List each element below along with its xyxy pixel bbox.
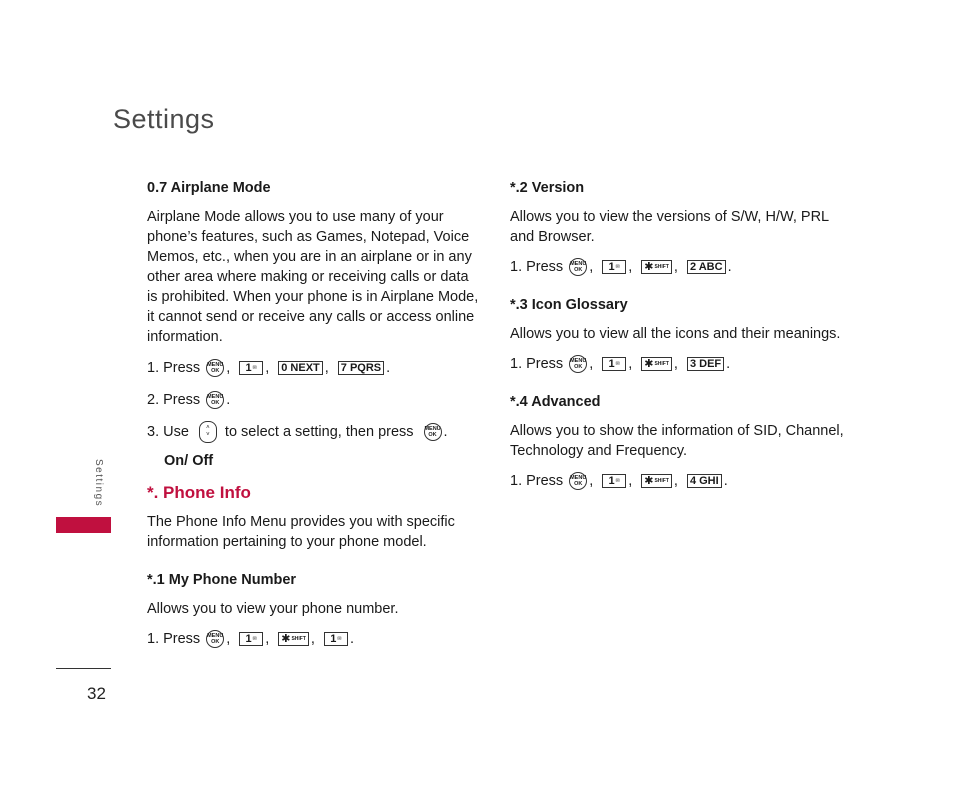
step-text-cont: to select a setting, then press	[224, 424, 414, 440]
key-star-shift-icon: ✱ SHIFT	[641, 357, 672, 371]
key-1-icon: 1 ✉	[602, 474, 626, 488]
side-section-label: Settings	[93, 459, 104, 508]
key-star-shift-icon: ✱ SHIFT	[278, 632, 309, 646]
menu-ok-key-icon: MENU OK	[206, 630, 224, 648]
left-column	[147, 178, 482, 650]
key-1-icon: 1 ✉	[239, 361, 263, 375]
icon-glossary-heading: *.3 Icon Glossary	[510, 297, 628, 313]
version-step-1: 1. Press MENU OK , 1 ✉ , ✱ SHIFT , 2 ABC .	[510, 259, 732, 275]
airplane-step-1: 1. Press MENU OK , 1 ✉ , 0 NEXT , 7 PQRS .	[147, 360, 391, 376]
airplane-step-2: 2. Press MENU OK .	[147, 392, 231, 408]
section-tab-marker	[56, 517, 111, 533]
icon-glossary-step-1: 1. Press MENU OK , 1 ✉ , ✱ SHIFT , 3 DEF .	[510, 356, 731, 372]
menu-ok-key-icon: MENU OK	[569, 472, 587, 490]
key-1-icon: 1 ✉	[239, 632, 263, 646]
my-phone-number-step-1: 1. Press MENU OK , 1 ✉ , ✱ SHIFT , 1 ✉ .	[147, 631, 354, 647]
menu-ok-key-icon: MENU OK	[206, 391, 224, 409]
step-text: 3. Use	[147, 424, 189, 440]
key-1-icon: 1 ✉	[602, 260, 626, 274]
menu-ok-key-icon: MENU OK	[206, 359, 224, 377]
airplane-step-3: 3. Use ˄ ˅ to select a setting, then press MENU OK .	[147, 421, 482, 443]
advanced-body: Allows you to show the information of SID, Channel, Technology and Frequency.	[510, 423, 844, 459]
page-number: 32	[87, 684, 106, 703]
icon-glossary-body: Allows you to view all the icons and their meanings.	[510, 326, 841, 342]
menu-ok-key-icon: MENU OK	[569, 355, 587, 373]
menu-ok-key-icon: MENU OK	[424, 423, 442, 441]
key-star-shift-icon: ✱ SHIFT	[641, 474, 672, 488]
step-text: 1. Press	[510, 356, 564, 372]
step-text: 1. Press	[147, 631, 201, 647]
advanced-step-1: 1. Press MENU OK , 1 ✉ , ✱ SHIFT , 4 GHI .	[510, 473, 728, 489]
version-heading: *.2 Version	[510, 180, 585, 196]
key-2-abc-icon: 2 ABC	[687, 260, 726, 274]
step-text: 2. Press	[147, 392, 201, 408]
phone-info-heading: *. Phone Info	[147, 483, 251, 502]
key-0-next-icon: 0 NEXT	[278, 361, 323, 375]
my-phone-number-body: Allows you to view your phone number.	[147, 601, 399, 617]
key-3-def-icon: 3 DEF	[687, 357, 724, 371]
airplane-mode-heading: 0.7 Airplane Mode	[147, 180, 271, 196]
airplane-mode-body: Airplane Mode allows you to use many of your phone’s features, such as Games, Notepad, Voice Memos, etc., when you are in an airplane or in any other area where making or receiving calls or data is prohibited. When your phone is in Airplane Mode, it cannot send or receive any calls or access online information.	[147, 209, 479, 345]
menu-ok-key-icon: MENU OK	[569, 258, 587, 276]
step-text: 1. Press	[510, 473, 564, 489]
nav-key-icon: ˄ ˅	[199, 421, 217, 443]
key-star-shift-icon: ✱ SHIFT	[641, 260, 672, 274]
advanced-heading: *.4 Advanced	[510, 394, 601, 410]
version-body: Allows you to view the versions of S/W, H/W, PRL and Browser.	[510, 209, 829, 245]
key-1-icon: 1 ✉	[602, 357, 626, 371]
right-column	[510, 178, 845, 492]
key-4-ghi-icon: 4 GHI	[687, 474, 722, 488]
step-text: 1. Press	[147, 360, 201, 376]
airplane-option: On/ Off	[164, 453, 214, 469]
my-phone-number-heading: *.1 My Phone Number	[147, 572, 297, 588]
key-7-pqrs-icon: 7 PQRS	[338, 361, 384, 375]
phone-info-body: The Phone Info Menu provides you with specific information pertaining to your phone model.	[147, 514, 455, 550]
page-title: Settings	[113, 104, 215, 134]
step-text: 1. Press	[510, 259, 564, 275]
key-1-icon: 1 ✉	[324, 632, 348, 646]
footer-divider	[56, 668, 111, 669]
